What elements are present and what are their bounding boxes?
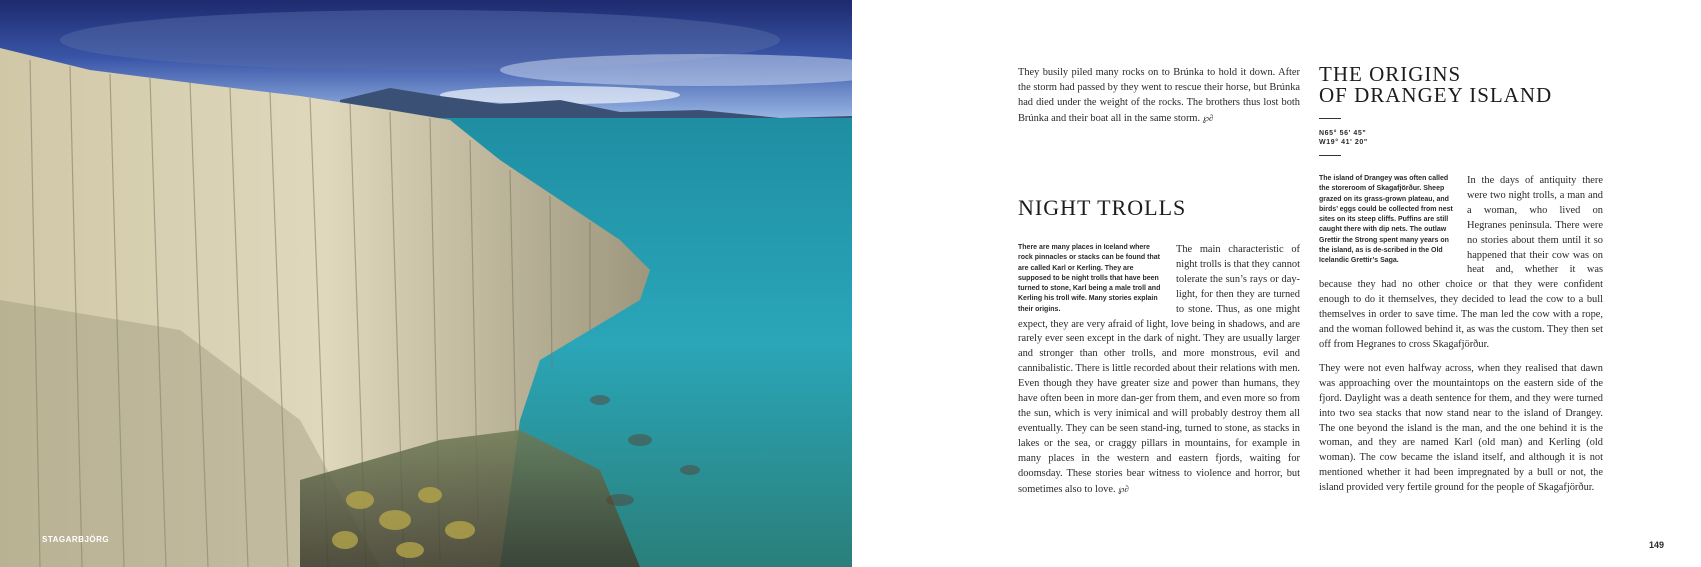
origins-body [1319,174,1603,496]
origins-title-line1: THE ORIGINS [1319,62,1462,86]
end-ornament: ℘∂ [1202,112,1214,123]
origins-paragraph-2: They were not even halfway across, when they realised that dawn was approaching over the mountaintops on the eastern side of the fjord. Daylight was a death sentence for them, and they were turned into two sea stacks that now stand near to the island of Drangey. The one beyond the island is the man, and the one behind it is the woman, and they are named Karl (old man) and Kerling (old woman). The cow became the island itself, and although it is not mentioned whether it had been impregnated by a bull or not, the island provided very fertile ground for the people of Skagafjörður. [1319,362,1603,494]
night-trolls-body: The main characteristic of night trolls is that they cannot tolerate the sun’s rays or day-light, for then they are turned to stone. Thus, as one might expect, they are very afraid of light, love being in shadows, and are rarely ever seen except in the dark of night. They are usually larger and stronger than other trolls, and more monstrous, evil and cannibalistic. There is little recorded about their relations with men. Even though they have greater size and power than humans, they have often been in more dan-ger from them, and even more so from the sun, which is very inimical and will probably destroy them all eventually. They can be seen stand-ing, turned to stone, as stacks in lakes or the sea, or craggy pillars in mountains, for example in many places in the western and eastern fjords, waiting for doomsday. These stories bear witness to violence and horror, but sometimes also to love. [1018,244,1300,495]
text-page [852,0,1701,567]
title-rule [1319,118,1341,119]
origins-title-line2: OF DRANGEY ISLAND [1319,83,1553,107]
origins-title [1319,64,1603,106]
origins-article [1319,64,1603,496]
page-number: 149 [1649,540,1665,550]
night-trolls-intro: There are many places in Iceland where rock pinnacles or stacks can be found that are called Karl or Kerling. They are supposed to be night trolls that have been turned to stone, Karl being a male troll and Kerling his troll wife. Many stories explain their origins. [1018,244,1161,313]
continuation-text: They busily piled many rocks on to Brúnka to hold it down. After the storm had passed by they went to rescue their horse, but Brúnka had died under the weight of the rocks. The brothers thus lost both Brúnka and their boat all in the same storm. [1018,67,1300,124]
coordinate-west: W19° 41' 20" [1319,139,1368,146]
night-trolls-article [1018,243,1300,497]
coordinates [1319,129,1603,147]
origins-paragraph-1: In the days of antiquity there were two night trolls, a man and a woman, who lived on Hegranes peninsula. There were no stories about them until it so happened that their cow was on heat and, whether it was because they had no other choice or that they were confident enough to do it themselves, they decided to lead the cow to a bull themselves in order to save time. The man led the cow with a rope, and the woman followed behind it, as was the custom. They then set off from Hegranes to cross Skagafjörður. [1319,175,1603,350]
photo-caption: STAGARBJÖRG [42,535,110,544]
end-ornament: ℘∂ [1118,483,1129,494]
coordinate-north: N65° 56' 45" [1319,130,1367,137]
previous-story-continuation [1018,66,1300,127]
night-trolls-title: NIGHT TROLLS [1018,195,1187,220]
origins-intro: The island of Drangey was often called the storeroom of Skagafjörður. Sheep grazed on its grass-grown plateau, and birds’ eggs could be collected from nest sites on its steep cliffs. Puffins are still caught there with dip nets. The outlaw Grettir the Strong spent many years on the island, as is de-scribed in the Old Icelandic Grettir’s Saga. [1319,175,1453,265]
coordinates-rule [1319,155,1341,156]
